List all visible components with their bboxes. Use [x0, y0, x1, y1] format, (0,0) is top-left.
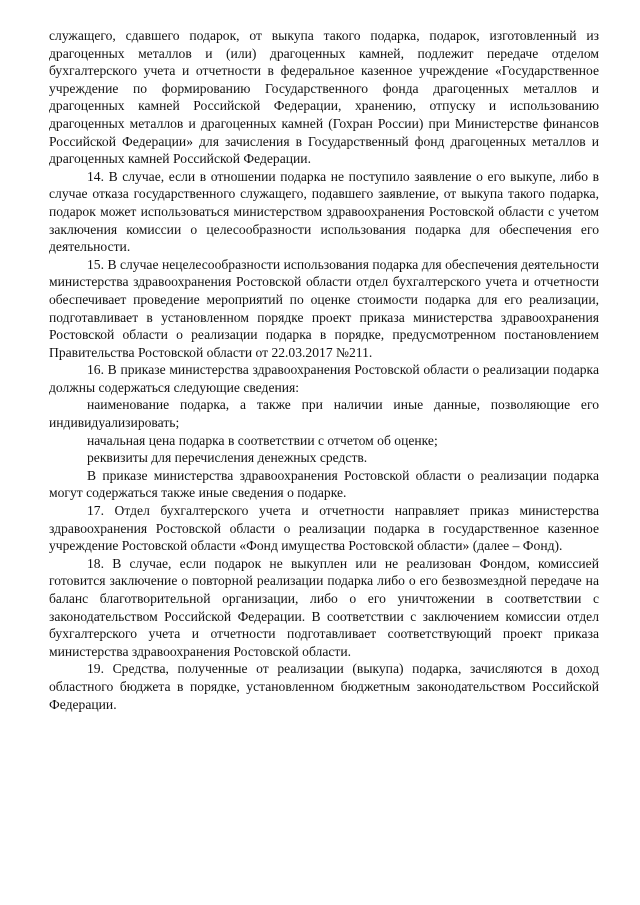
- paragraph-16-other-info: В приказе министерства здравоохранения Ростовской области о реализации подарка могут содержаться также иные сведения о подарке.: [49, 467, 599, 501]
- paragraph-14: 14. В случае, если в отношении подарка не поступило заявление о его выкупе, либо в случае отказа государственного служащего, подавшего заявление, от выкупа такого подарка, подарок может использоваться министерством здравоохранения Ростовской области с учетом заключения комиссии о целесообразности использования подарка для обеспечения его деятельности.: [49, 168, 599, 255]
- paragraph-18: 18. В случае, если подарок не выкуплен или не реализован Фондом, комиссией готовится заключение о повторной реализации подарка либо о его безвозмездной передаче на баланс благотворительной организации, либо о его уничтожении в соответствии с законодательством Российской Федерации. В соответствии с заключением комиссии отдел бухгалтерского учета и отчетности подготавливает соответствующий проект приказа министерства здравоохранения Ростовской области.: [49, 555, 599, 659]
- paragraph-16-item-requisites: реквизиты для перечисления денежных средств.: [87, 450, 368, 466]
- paragraph-16-item-name: наименование подарка, а также при наличии иные данные, позволяющие его индивидуализировать;: [49, 397, 599, 431]
- paragraph-19: 19. Средства, полученные от реализации (выкупа) подарка, зачисляются в доход областного бюджета в порядке, установленном бюджетным законодательством Российской Федерации.: [49, 661, 599, 712]
- paragraph-16-item-price: начальная цена подарка в соответствии с отчетом об оценке;: [87, 432, 438, 448]
- paragraph-17: 17. Отдел бухгалтерского учета и отчетности направляет приказ министерства здравоохранения Ростовской области о реализации подарка в государственное казенное учреждение Ростовской области «Фонд имущества Ростовской области» (далее – Фонд).: [49, 503, 599, 554]
- document-page: [49, 27, 599, 713]
- paragraph-13-continuation: служащего, сдавшего подарок, от выкупа такого подарка, подарок, изготовленный из драгоценных металлов и (или) драгоценных камней, подлежит передаче отделом бухгалтерского учета и отчетности в федеральное казенное учреждение «Государственное учреждение по формированию Государственного фонда драгоценных металлов и драгоценных камней Российской Федерации, хранению, отпуску и использованию драгоценных металлов и драгоценных камней (Гохран России) при Министерстве финансов Российской Федерации» для зачисления в Государственный фонд драгоценных металлов и драгоценных камней Российской Федерации.: [49, 28, 599, 167]
- paragraph-15: 15. В случае нецелесообразности использования подарка для обеспечения деятельности министерства здравоохранения Ростовской области отдел бухгалтерского учета и отчетности обеспечивает проведение мероприятий по оценке стоимости подарка для его реализации, подготавливает в установленном порядке проект приказа министерства здравоохранения Ростовской области о реализации подарка в порядке, предусмотренном постановлением Правительства Ростовской области от 22.03.2017 №211.: [49, 256, 599, 360]
- paragraph-16: 16. В приказе министерства здравоохранения Ростовской области о реализации подарка должны содержаться следующие сведения:: [49, 362, 599, 395]
